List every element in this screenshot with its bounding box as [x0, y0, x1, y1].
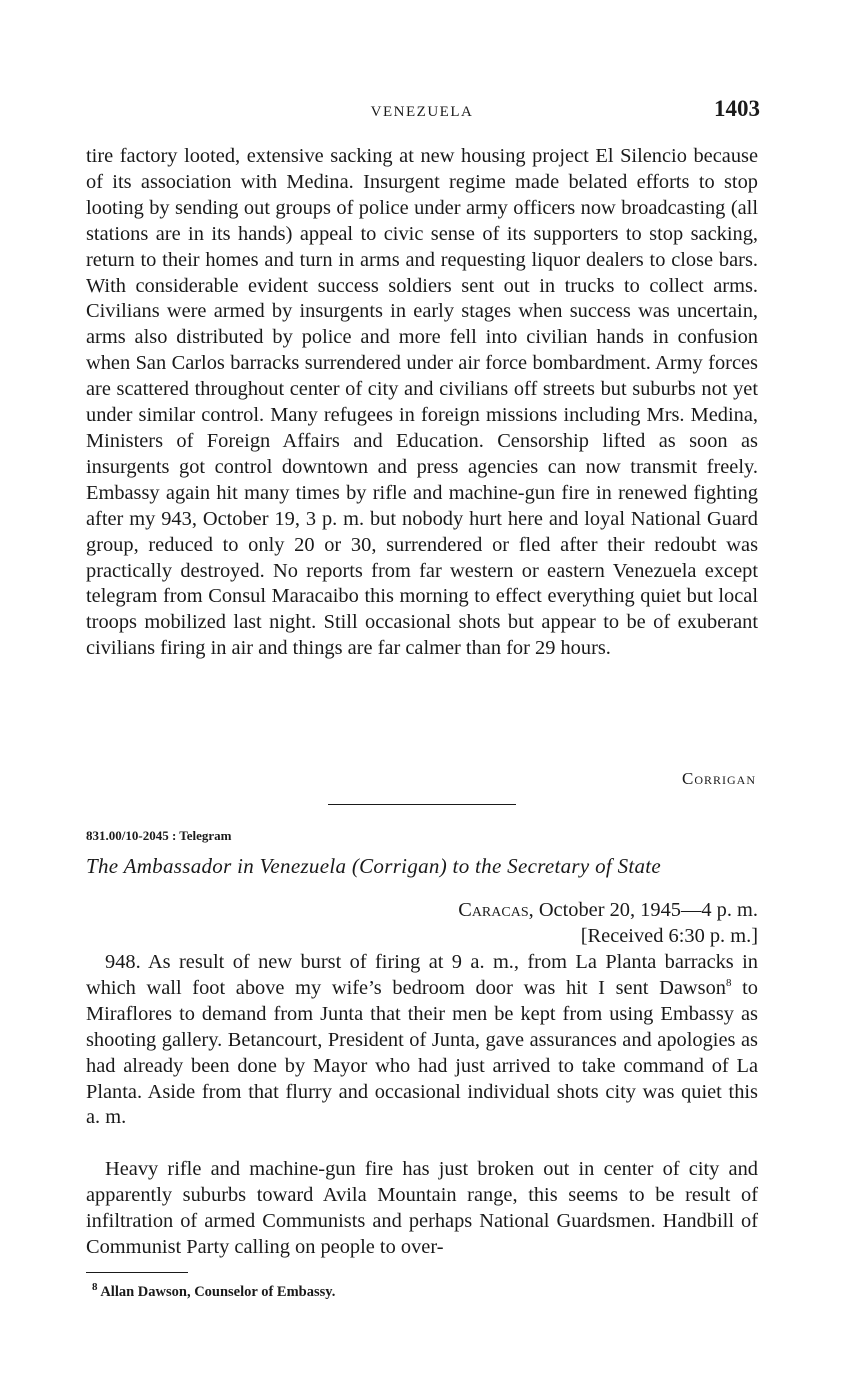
dateline [458, 897, 758, 949]
document-page [86, 0, 758, 1379]
section-separator [328, 804, 516, 805]
footnote-reference: 8 [725, 977, 732, 990]
telegram-paragraph-1-start: 948. As result of new burst of firing at 9 a. m., from La Planta barracks in which wall foot above my wife’s bedroom door was hit I sent Dawson [86, 951, 758, 999]
telegram-paragraph-1-end: to Miraflores to demand from Junta that their men be kept from using Embassy as shooting gallery. Betancourt, President of Junta, gave assurances and apologies as had already been done by Mayor who had just arrived to take command of La Planta. Aside from that flurry and occasional individual shots city was quiet this a. m. [86, 976, 758, 1129]
footnote-marker: 8 [92, 1281, 98, 1294]
dateline-date: , October 20, 1945—4 p. m. [528, 899, 758, 921]
running-head [86, 96, 758, 128]
page-number: 1403 [714, 96, 760, 121]
dateline-place: Caracas [458, 899, 529, 921]
telegram-paragraph-1 [86, 950, 758, 1131]
file-reference: 831.00/10-2045 : Telegram [86, 828, 232, 843]
dateline-received: [Received 6:30 p. m.] [580, 925, 758, 947]
running-title: VENEZUELA [370, 104, 474, 120]
signature: Corrigan [681, 769, 756, 788]
footnote-text: Allan Dawson, Counselor of Embassy. [97, 1284, 336, 1300]
footnote [92, 1281, 336, 1301]
document-heading: The Ambassador in Venezuela (Corrigan) to the Secretary of State [86, 854, 662, 878]
continuation-paragraph: tire factory looted, extensive sacking at new housing project El Silencio because of its association with Medina. Insurgent regime made belated efforts to stop looting by sending out groups of police under army officers now broadcasting (all stations are in its hands) appeal to civic sense of its supporters to stop sacking, return to their homes and turn in arms and requesting liquor dealers to close bars. With considerable evident success soldiers sent out in trucks to collect arms. Civilians were armed by insurgents in early stages when success was uncertain, arms also distributed by police and more fell into civilian hands in confusion when San Carlos barracks surrendered under air force bombardment. Army forces are scattered throughout center of city and civilians off streets but suburbs not yet under similar control. Many refugees in foreign missions including Mrs. Medina, Ministers of Foreign Affairs and Education. Censorship lifted as soon as insurgents got control downtown and press agencies can now transmit freely. Embassy again hit many times by rifle and machine-gun fire in renewed fighting after my 943, October 19, 3 p. m. but nobody hurt here and loyal National Guard group, reduced to only 20 or 30, surrendered or fled after their redoubt was practically destroyed. No reports from far western or eastern Venezuela except telegram from Consul Maracaibo this morning to effect everything quiet but local troops mobilized last night. Still occasional shots but appear to be of exuberant civilians firing in air and things are far calmer than for 29 hours. [86, 145, 758, 660]
telegram-paragraph-2: Heavy rifle and machine-gun fire has just broken out in center of city and apparently suburbs toward Avila Mountain range, this seems to be result of infiltration of armed Communists and perhaps National Guardsmen. Handbill of Communist Party calling on people to over- [86, 1158, 758, 1258]
dateline-sent [458, 897, 758, 923]
footnote-rule [86, 1272, 188, 1273]
